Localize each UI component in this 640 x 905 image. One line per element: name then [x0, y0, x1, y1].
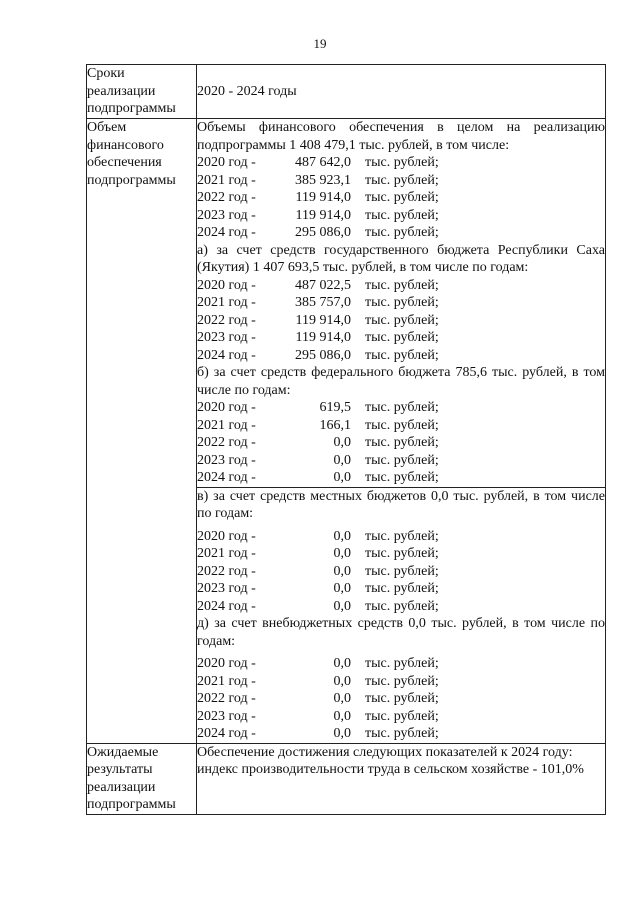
year-label: 2024 год -: [197, 726, 256, 741]
total-years-list: [197, 154, 605, 242]
volume-value-part2: [197, 487, 606, 743]
year-label: 2020 год -: [197, 400, 256, 415]
year-label: 2024 год -: [197, 347, 256, 363]
unit-label: тыс. рублей;: [365, 598, 439, 614]
year-label: 2024 год -: [197, 470, 256, 485]
year-label: 2022 год -: [197, 435, 256, 450]
amount-value: 0,0: [333, 435, 351, 450]
year-label: 2022 год -: [197, 312, 256, 328]
passport-table: [86, 64, 606, 815]
term-label: Сроки реализации подпрограммы: [87, 65, 197, 119]
volume-label: Объем финансового обеспечения подпрограммы: [87, 119, 197, 744]
unit-label: тыс. рублей;: [365, 347, 439, 363]
unit-label: тыс. рублей;: [365, 656, 439, 671]
unit-label: тыс. рублей;: [365, 528, 439, 544]
year-label: 2023 год -: [197, 708, 256, 724]
unit-label: тыс. рублей;: [365, 207, 439, 223]
unit-label: тыс. рублей;: [365, 295, 439, 310]
year-row: [197, 172, 605, 190]
unit-label: тыс. рублей;: [365, 190, 439, 205]
year-row: [197, 417, 605, 435]
year-row: [197, 655, 605, 673]
year-label: 2021 год -: [197, 546, 256, 561]
unit-label: тыс. рублей;: [365, 563, 439, 579]
year-row: [197, 598, 605, 616]
year-row: [197, 329, 605, 347]
section-v-text: в) за счет средств местных бюджетов 0,0 тыс. рублей, в том числе по годам:: [197, 488, 605, 521]
amount-value: 385 757,0: [295, 295, 351, 310]
term-row: [87, 65, 606, 119]
volume-intro: Объемы финансового обеспечения в целом на реализацию подпрограммы 1 408 479,1 тыс. рублей, в том числе:: [197, 120, 605, 153]
unit-label: тыс. рублей;: [365, 225, 439, 240]
unit-label: тыс. рублей;: [365, 726, 439, 741]
section-d-text: д) за счет внебюджетных средств 0,0 тыс. рублей, в том числе по годам:: [197, 616, 605, 649]
v-years-list: [197, 528, 605, 616]
section-b-text: б) за счет средств федерального бюджета 785,6 тыс. рублей, в том числе по годам:: [197, 365, 605, 398]
unit-label: тыс. рублей;: [365, 581, 439, 596]
amount-value: 0,0: [333, 452, 351, 468]
year-row: [197, 673, 605, 691]
year-label: 2020 год -: [197, 528, 256, 544]
year-row: [197, 725, 605, 743]
unit-label: тыс. рублей;: [365, 452, 439, 468]
year-row: [197, 347, 605, 365]
volume-value-part1: [197, 119, 606, 488]
amount-value: 0,0: [333, 470, 351, 485]
year-label: 2022 год -: [197, 563, 256, 579]
year-label: 2022 год -: [197, 691, 256, 706]
year-label: 2023 год -: [197, 581, 256, 596]
amount-value: 0,0: [333, 528, 351, 544]
year-row: [197, 708, 605, 726]
year-label: 2024 год -: [197, 598, 256, 614]
year-row: [197, 469, 605, 487]
amount-value: 119 914,0: [295, 312, 351, 328]
amount-value: 0,0: [333, 726, 351, 741]
unit-label: тыс. рублей;: [365, 277, 439, 293]
unit-label: тыс. рублей;: [365, 155, 439, 170]
amount-value: 295 086,0: [295, 347, 351, 363]
unit-label: тыс. рублей;: [365, 470, 439, 485]
year-label: 2020 год -: [197, 656, 256, 671]
year-row: [197, 399, 605, 417]
year-row: [197, 528, 605, 546]
amount-value: 295 086,0: [295, 225, 351, 240]
unit-label: тыс. рублей;: [365, 312, 439, 328]
year-label: 2023 год -: [197, 330, 256, 345]
year-label: 2020 год -: [197, 155, 256, 170]
year-row: [197, 452, 605, 470]
amount-value: 119 914,0: [295, 207, 351, 223]
volume-row: [87, 119, 606, 488]
amount-value: 0,0: [333, 708, 351, 724]
amount-value: 487 642,0: [295, 155, 351, 170]
year-row: [197, 312, 605, 330]
unit-label: тыс. рублей;: [365, 400, 439, 415]
year-label: 2021 год -: [197, 172, 256, 188]
unit-label: тыс. рублей;: [365, 691, 439, 706]
amount-value: 119 914,0: [295, 330, 351, 345]
unit-label: тыс. рублей;: [365, 435, 439, 450]
year-row: [197, 434, 605, 452]
year-row: [197, 277, 605, 295]
page-number: 19: [313, 36, 327, 51]
amount-value: 166,1: [319, 417, 351, 433]
year-row: [197, 224, 605, 242]
amount-value: 0,0: [333, 656, 351, 671]
results-value: [197, 743, 606, 814]
amount-value: 119 914,0: [295, 190, 351, 205]
unit-label: тыс. рублей;: [365, 673, 439, 689]
d-years-list: [197, 655, 605, 743]
year-label: 2021 год -: [197, 295, 256, 310]
amount-value: 0,0: [333, 581, 351, 596]
year-row: [197, 545, 605, 563]
amount-value: 619,5: [319, 400, 351, 415]
a-years-list: [197, 277, 605, 365]
results-label: Ожидаемые результаты реализации подпрограммы: [87, 743, 197, 814]
year-label: 2023 год -: [197, 207, 256, 223]
year-label: 2021 год -: [197, 417, 256, 433]
unit-label: тыс. рублей;: [365, 330, 439, 345]
year-row: [197, 690, 605, 708]
year-label: 2024 год -: [197, 225, 256, 240]
year-row: [197, 189, 605, 207]
year-row: [197, 563, 605, 581]
unit-label: тыс. рублей;: [365, 546, 439, 561]
unit-label: тыс. рублей;: [365, 172, 439, 188]
year-label: 2020 год -: [197, 277, 256, 293]
year-row: [197, 580, 605, 598]
year-row: [197, 154, 605, 172]
section-a-text: а) за счет средств государственного бюджета Республики Саха (Якутия) 1 407 693,5 тыс. рублей, в том числе по годам:: [197, 242, 605, 275]
term-value: 2020 - 2024 годы: [197, 65, 606, 119]
year-label: 2022 год -: [197, 190, 256, 205]
amount-value: 385 923,1: [295, 172, 351, 188]
b-years-list: [197, 399, 605, 487]
year-label: 2023 год -: [197, 452, 256, 468]
amount-value: 487 022,5: [295, 277, 351, 293]
unit-label: тыс. рублей;: [365, 417, 439, 433]
results-row: [87, 743, 606, 814]
amount-value: 0,0: [333, 598, 351, 614]
year-row: [197, 294, 605, 312]
results-line-2: индекс производительности труда в сельском хозяйстве - 101,0%: [197, 762, 584, 777]
year-row: [197, 207, 605, 225]
amount-value: 0,0: [333, 691, 351, 706]
results-line-1: Обеспечение достижения следующих показателей к 2024 году:: [197, 744, 573, 760]
amount-value: 0,0: [333, 546, 351, 561]
amount-value: 0,0: [333, 673, 351, 689]
unit-label: тыс. рублей;: [365, 708, 439, 724]
amount-value: 0,0: [333, 563, 351, 579]
year-label: 2021 год -: [197, 673, 256, 689]
